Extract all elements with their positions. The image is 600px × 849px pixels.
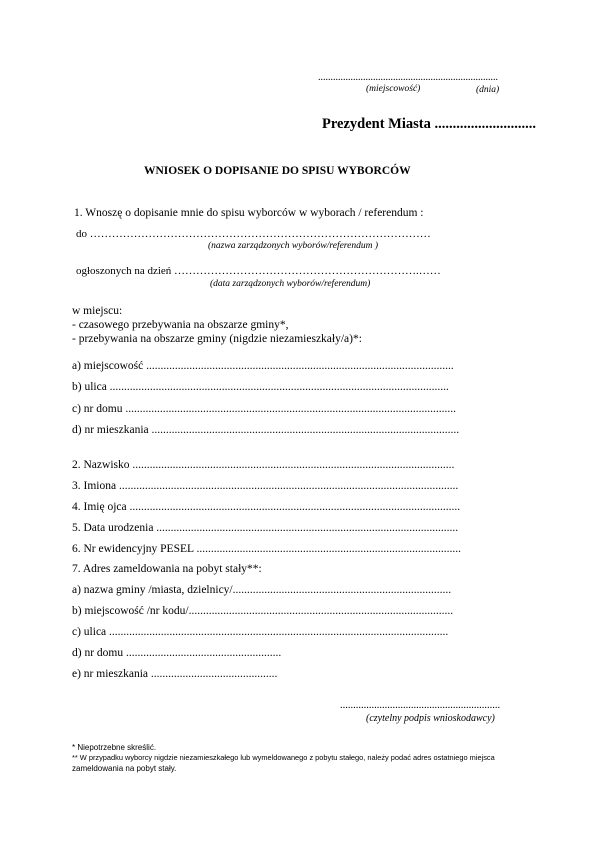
perm-address-house-number-field[interactable]: d) nr domu ...................................................... [72,647,282,659]
father-name-field[interactable]: 4. Imię ojca ................................................................................................................... [72,501,461,513]
option-stay[interactable]: - przebywania na obszarze gminy (nigdzie niezamieszkały/a)*: [72,333,362,345]
place-date-dots: ........................................................................ [318,72,498,83]
perm-address-apartment-field[interactable]: e) nr mieszkania ............................................ [72,668,278,680]
option-temporary[interactable]: - czasowego przebywania na obszarze gminy*, [72,319,289,331]
signature-field[interactable]: ............................................................. [340,700,501,711]
place-caption: (miejscowość) [366,84,421,94]
perm-address-locality-field[interactable]: b) miejscowość /nr kodu/............................................................................................ [72,605,454,617]
footnote-2-line2: zameldowania na pobyt stały. [72,764,177,773]
pesel-field[interactable]: 6. Nr ewidencyjny PESEL ............................................................................................ [72,543,461,555]
perm-address-municipality-field[interactable]: a) nazwa gminy /miasta, dzielnicy/............................................................................ [72,584,452,596]
perm-address-street-field[interactable]: c) ulica ...................................................................................................................... [72,626,449,638]
signature-caption: (czytelny podpis wnioskodawcy) [366,713,495,724]
footnote-2-line1: ** W przypadku wyborcy nigdzie niezamieszkałego lub wymeldowanego z pobytu stałego, należy podać adres ostatniego miejsca [72,753,495,762]
election-name-caption: (nazwa zarządzonych wyborów/referendum ) [208,241,379,251]
election-date-caption: (data zarządzonych wyborów/referendum) [210,279,371,289]
election-name-field[interactable]: do ………………………………………………………………………………… [76,228,431,240]
first-names-field[interactable]: 3. Imiona ...................................................................................................................... [72,480,459,492]
address-field-house-number[interactable]: c) nr domu ................................................................................................................... [72,403,456,415]
date-caption: (dnia) [476,85,500,95]
address-field-street[interactable]: b) ulica ...................................................................................................................... [72,381,449,393]
addressee: Prezydent Miasta ............................ [322,116,536,132]
address-field-locality[interactable]: a) miejscowość ........................................................................................................... [72,360,454,372]
section1-intro: 1. Wnoszę o dopisanie mnie do spisu wyborców w wyborach / referendum : [74,207,424,219]
footnote-1: * Niepotrzebne skreślić. [72,743,157,752]
in-place-label: w miejscu: [72,305,123,317]
address-field-apartment-number[interactable]: d) nr mieszkania ........................................................................................................... [72,424,460,436]
section7-title: 7. Adres zameldowania na pobyt stały**: [72,563,262,575]
surname-field[interactable]: 2. Nazwisko ................................................................................................................ [72,459,455,471]
birth-date-field[interactable]: 5. Data urodzenia ......................................................................................................... [72,522,459,534]
election-date-field[interactable]: ogłoszonych na dzień ………………………………………………………….…… [76,265,441,277]
page-title: WNIOSEK O DOPISANIE DO SPISU WYBORCÓW [144,165,411,177]
